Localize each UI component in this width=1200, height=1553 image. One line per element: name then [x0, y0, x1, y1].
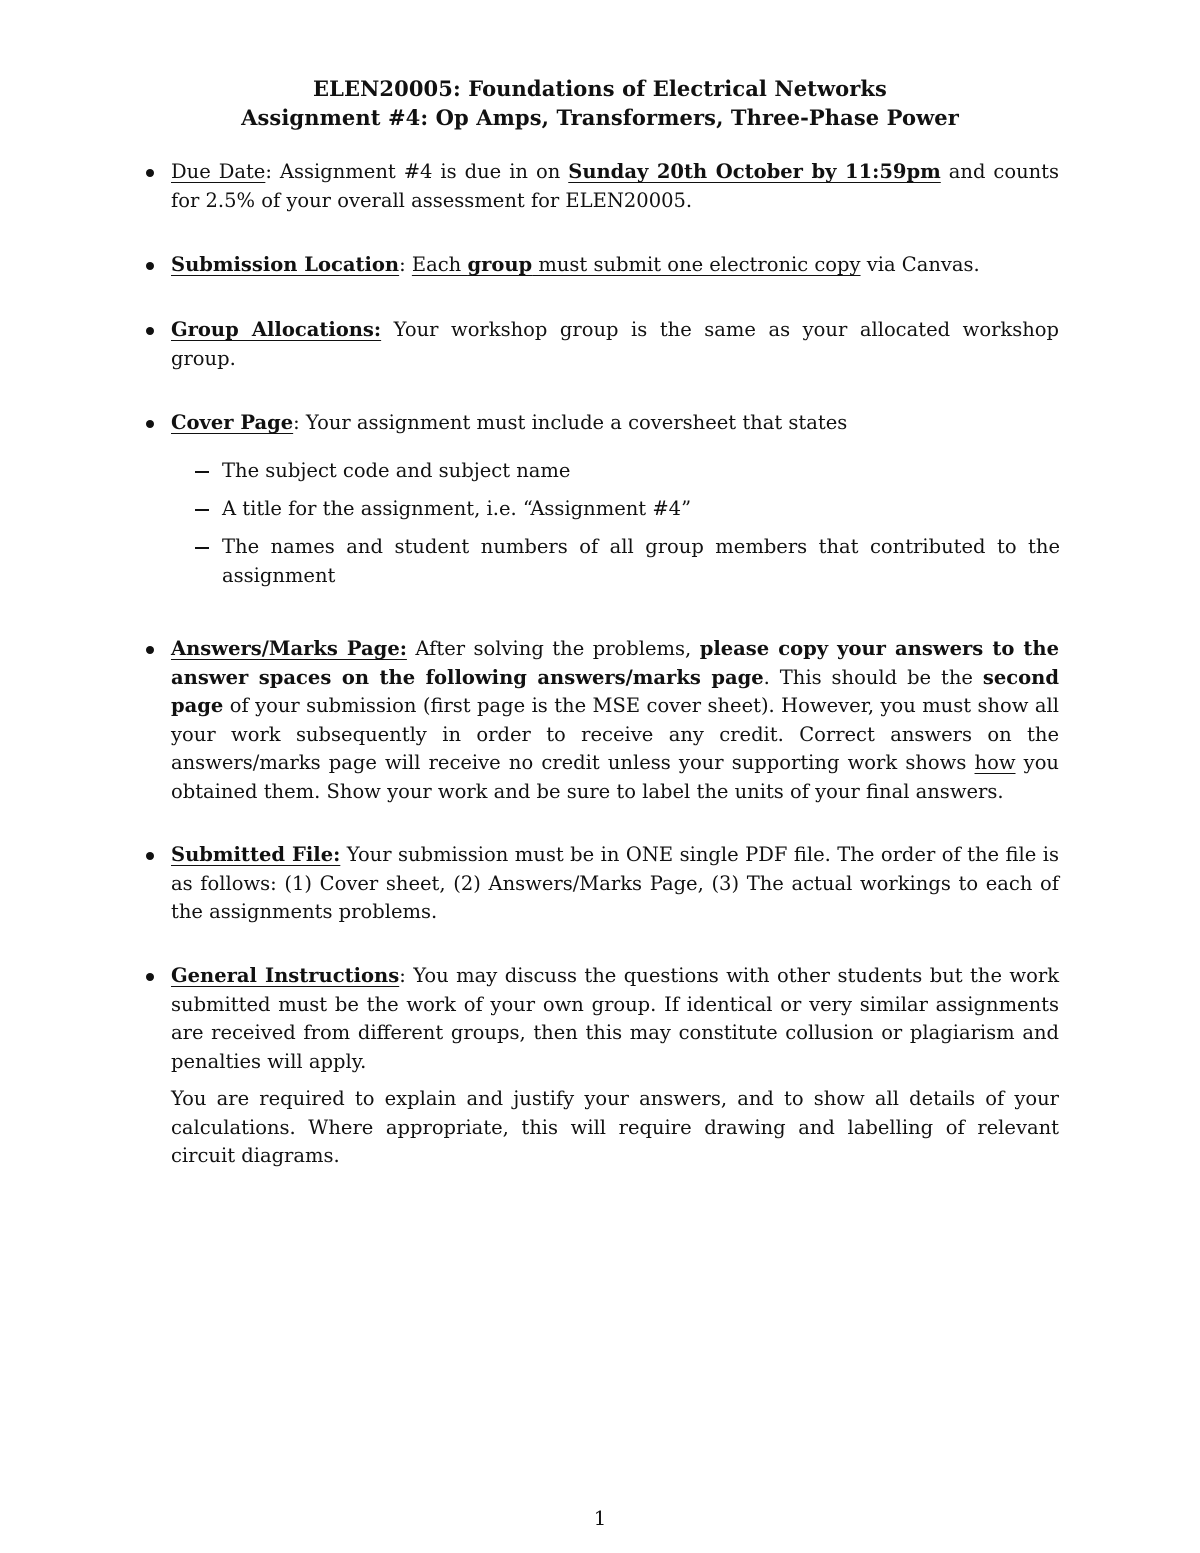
answers-text-c: of your submission (first page is the MSE cover sheet). However, you must show all your work subsequently in order to receive any credit. Correct answers on the answers/marks page will receive no credit unless your supporting work shows	[171, 694, 1059, 775]
answers-text-a: After solving the problems,	[406, 637, 700, 660]
group-allocations-label: Group Allocations:	[171, 318, 382, 341]
assignment-title: Assignment #4: Op Amps, Transformers, Three-Phase Power	[241, 105, 959, 130]
submission-location-label: Submission Location	[171, 253, 400, 276]
cover-sub-item: The subject code and subject name	[222, 459, 571, 482]
general-instructions-item	[171, 962, 1059, 1076]
due-date-deadline: Sunday 20th October by 11:59pm	[568, 160, 941, 183]
group-bold: group	[467, 253, 533, 276]
submitted-file-item	[171, 841, 1059, 927]
dash-bullet	[195, 471, 209, 473]
submission-location-item	[171, 251, 1059, 280]
bullet-dot	[146, 973, 154, 981]
cover-sub-item: A title for the assignment, i.e. “Assignment #4”	[222, 497, 692, 520]
due-date-text: Assignment #4 is due in on	[271, 160, 569, 183]
due-date-label: Due Date	[171, 160, 266, 183]
bullet-dot	[146, 327, 154, 335]
answers-text-b: . This should be the	[763, 665, 983, 689]
bullet-dot	[146, 262, 154, 270]
due-date-text-b: and counts for 2.5% of your overall assessment for ELEN20005.	[171, 160, 1060, 212]
answers-bold-a: please copy your answers to the answer spaces on the following answers/marks page	[171, 637, 1059, 689]
submitted-file-label: Submitted File:	[171, 843, 341, 866]
cover-page-text: Your assignment must include a coversheet that states	[299, 411, 848, 434]
cover-page-item	[171, 409, 1059, 438]
must-submit-text: must submit one electronic copy	[532, 253, 861, 276]
group-allocations-item	[171, 316, 1059, 373]
submission-location-colon: :	[399, 253, 412, 276]
general-instructions-text: You may discuss the questions with other students but the work submitted must be the work of your own group. If identical or very similar assignments are received from different groups, then this may constitute collusion or plagiarism and penalties will apply.	[171, 964, 1060, 1073]
via-canvas-text: via Canvas.	[860, 253, 980, 276]
each-text: Each	[411, 253, 468, 276]
bullet-dot	[146, 852, 154, 860]
due-date-colon: :	[265, 160, 272, 183]
answers-underline-how: how	[974, 751, 1016, 775]
answers-marks-label: Answers/Marks Page:	[171, 637, 407, 660]
answers-text-d: you obtained them. Show your work and be sure to label the units of your final answers.	[171, 751, 1059, 803]
cover-page-colon: :	[293, 411, 300, 434]
cover-sub-item: The names and student numbers of all group members that contributed to the assignment	[222, 535, 1060, 587]
bullet-dot	[146, 646, 154, 654]
answers-bold-b: second page	[171, 665, 1059, 718]
document-title: ELEN20005: Foundations of Electrical Networks	[313, 76, 887, 101]
page-number: 1	[593, 1506, 607, 1530]
bullet-dot	[146, 169, 154, 177]
bullet-dot	[146, 420, 154, 428]
submitted-file-text: Your submission must be in ONE single PDF file. The order of the file is as follows: (1) Cover sheet, (2) Answers/Marks Page, (3) The actual workings to each of the assignments problems.	[171, 843, 1060, 924]
due-date-item	[171, 158, 1059, 215]
general-instructions-label: General Instructions	[171, 964, 400, 987]
submission-location-underlined	[412, 253, 861, 276]
general-instructions-colon: :	[399, 964, 406, 987]
answers-marks-item	[171, 635, 1059, 807]
cover-page-label: Cover Page	[171, 411, 294, 434]
group-allocations-text: Your workshop group is the same as your allocated workshop group.	[171, 318, 1059, 370]
general-instructions-para2: You are required to explain and justify your answers, and to show all details of your calculations. Where appropriate, this will require drawing and labelling of relevant circuit diagrams.	[171, 1087, 1059, 1168]
dash-bullet	[195, 509, 209, 511]
dash-bullet	[195, 547, 209, 549]
